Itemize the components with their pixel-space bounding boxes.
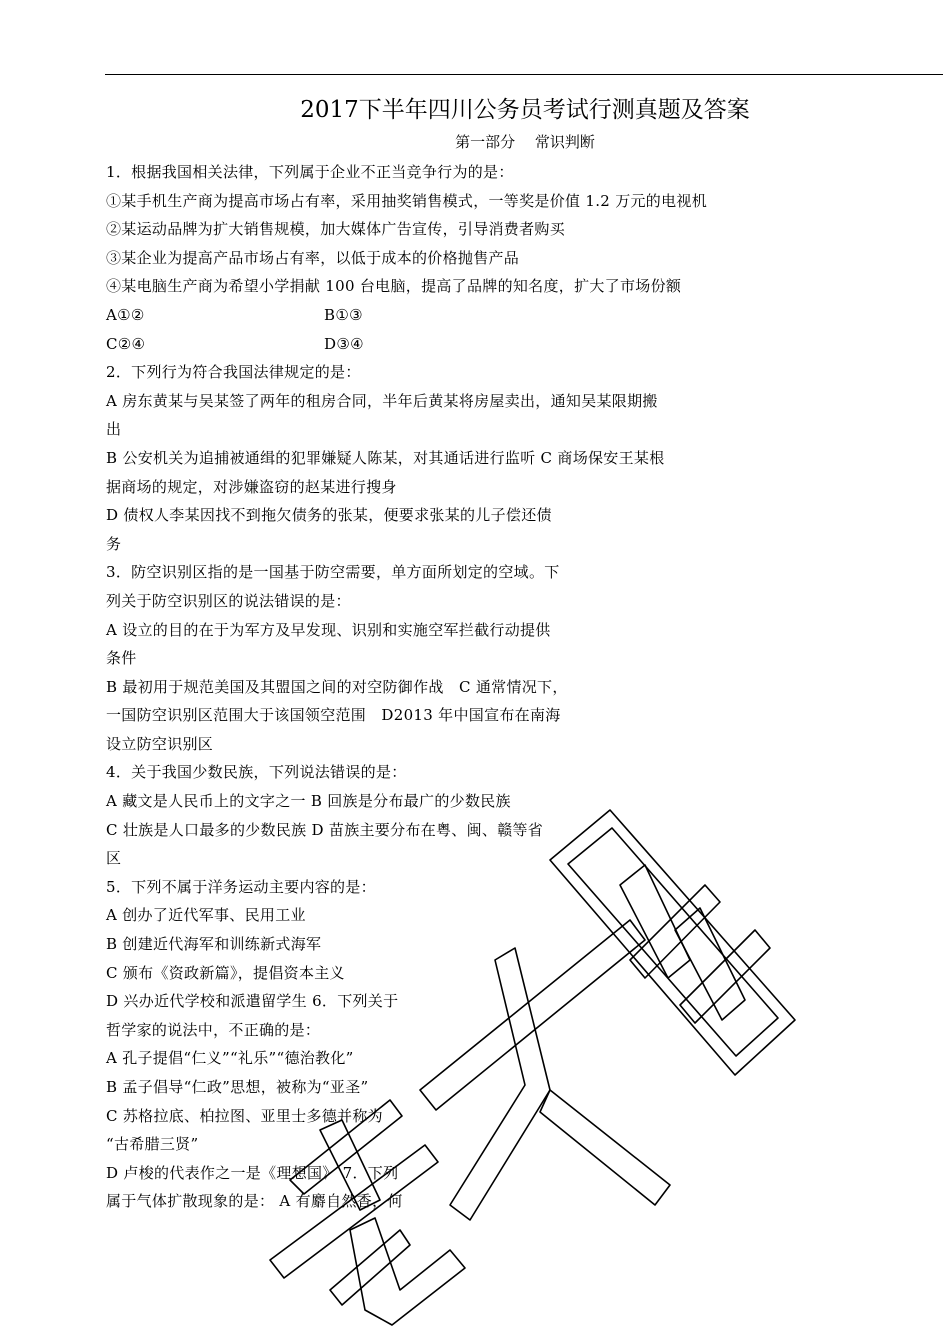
option-row [106,330,806,359]
text-line: A 孔子提倡“仁义”“礼乐”“德治教化” [106,1049,354,1068]
text-line: 务 [106,534,122,553]
text-line: B 孟子倡导“仁政”思想，被称为“亚圣” [106,1078,369,1096]
text-line: 哲学家的说法中，不正确的是： [106,1020,321,1039]
text-line: 5．下列不属于洋务运动主要内容的是： [106,877,376,896]
text-line: 据商场的规定，对涉嫌盗窃的赵某进行搜身 [106,477,397,496]
text-line: B 公安机关为追捕被通缉的犯罪嫌疑人陈某，对其通话进行监听 C 商场保安王某根 [106,448,665,467]
text-line: 条件 [106,649,137,668]
text-line: ③某企业为提高产品市场占有率，以低于成本的价格抛售产品 [106,248,520,267]
text-line: ①某手机生产商为提高市场占有率，采用抽奖销售模式，一等奖是价值 1.2 万元的电视机 [106,191,707,210]
option-left: C②④ [106,334,146,353]
text-line: 设立防空识别区 [106,734,214,753]
text-line: 列关于防空识别区的说法错误的是： [106,591,351,610]
text-line: 一国防空识别区范围大于该国领空范围 D2013 年中国宣布在南海 [106,706,561,725]
text-line: 3．防空识别区指的是一国基于防空需要，单方面所划定的空域。下 [106,563,560,582]
text-line: A 藏文是人民币上的文字之一 B 回族是分布最广的少数民族 [106,792,511,811]
text-line: ④某电脑生产商为希望小学捐献 100 台电脑，提高了品牌的知名度，扩大了市场份额 [106,277,682,296]
text-line: C 壮族是人口最多的少数民族 D 苗族主要分布在粤、闽、赣等省 [106,820,544,839]
option-left: A①② [106,305,145,324]
text-line: ②某运动品牌为扩大销售规模，加大媒体广告宣传，引导消费者购买 [106,220,566,239]
document-title: 2017下半年四川公务员考试行测真题及答案 [300,97,750,123]
text-line: D 债权人李某因找不到拖欠债务的张某，便要求张某的儿子偿还债 [106,506,552,525]
option-row [106,301,806,330]
section-title: 第一部分 常识判断 [455,133,595,151]
text-line: 4．关于我国少数民族，下列说法错误的是： [106,763,407,782]
option-right: B①③ [324,305,363,324]
text-line: B 创建近代海军和训练新式海军 [106,935,322,954]
text-line: 区 [106,849,122,868]
text-line: 出 [106,420,122,439]
text-line: A 房东黄某与吴某签了两年的租房合同，半年后黄某将房屋卖出，通知吴某限期搬 [106,391,658,410]
text-line: 2．下列行为符合我国法律规定的是： [106,363,361,382]
text-line: 1．根据我国相关法律，下列属于企业不正当竞争行为的是： [106,163,514,181]
text-line: B 最初用于规范美国及其盟国之间的对空防御作战 C 通常情况下， [106,677,568,696]
text-line: A 设立的目的在于为军方及早发现、识别和实施空军拦截行动提供 [106,620,551,639]
text-line: A 创办了近代军事、民用工业 [106,906,306,925]
header-rule [105,74,943,75]
text-line: D 兴办近代学校和派遣留学生 6．下列关于 [106,992,399,1011]
text-line: C 苏格拉底、柏拉图、亚里士多德并称为 [106,1106,383,1125]
text-line: “古希腊三贤” [106,1135,199,1154]
option-right: D③④ [324,334,364,353]
text-line: 属于气体扩散现象的是： A 有麝自然香，何 [106,1192,403,1211]
text-line: D 卢梭的代表作之一是《理想国》 7．下列 [106,1163,399,1182]
document-body [106,158,806,1216]
text-line: C 颁布《资政新篇》，提倡资本主义 [106,963,345,982]
